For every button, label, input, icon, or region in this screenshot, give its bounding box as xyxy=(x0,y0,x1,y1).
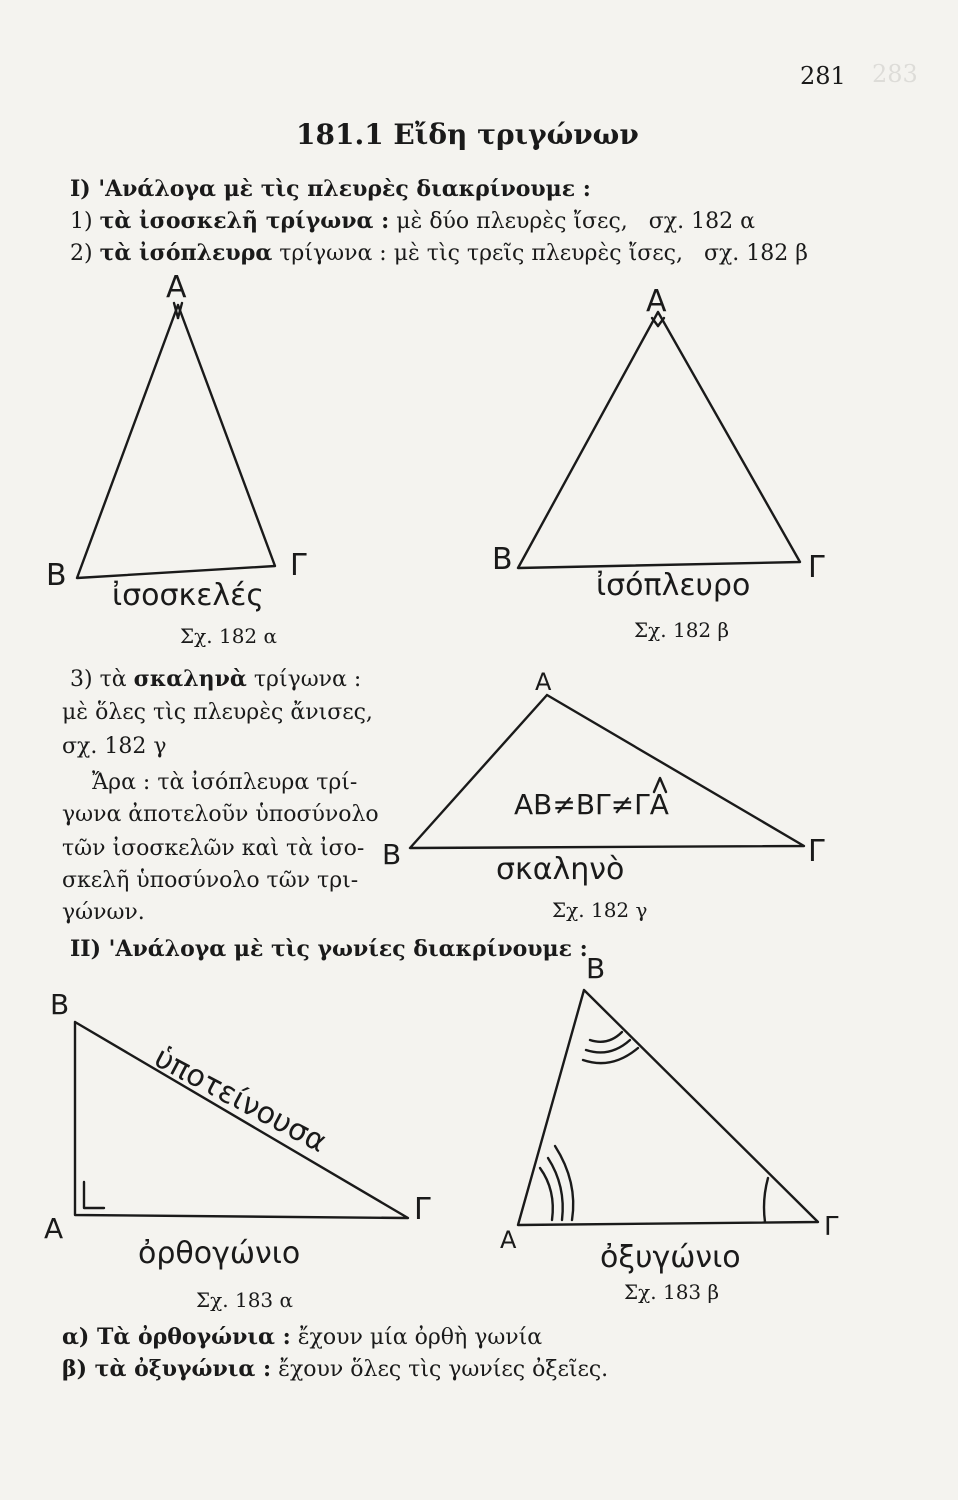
acute-vertex-a: A xyxy=(500,1226,517,1254)
angle-item-a xyxy=(62,1324,542,1350)
acute-label: ὀξυγώνιο xyxy=(600,1240,741,1275)
item3-line1: 3) τὰ σκαληνὰ τρίγωνα : xyxy=(70,666,362,692)
item1-desc: μὲ δύο πλευρὲς ἴσες, xyxy=(396,209,628,234)
item3-line2: μὲ ὅλες τὶς πλευρὲς ἄνισες, xyxy=(62,700,373,725)
right-vertex-b: B xyxy=(50,988,70,1021)
item3-line3: σχ. 182 γ xyxy=(62,734,167,759)
angle-arc-g xyxy=(764,1178,768,1222)
item1-ref: σχ. 182 α xyxy=(648,209,755,234)
scalene-caption: Σχ. 182 γ xyxy=(552,898,648,922)
section1-heading: Ι) 'Ανάλογα μὲ τὶς πλευρὲς διακρίνουμε : xyxy=(70,176,591,202)
item2-term: τὰ ἰσόπλευρα xyxy=(99,240,273,266)
item2-desc: τρίγωνα : μὲ τὶς τρεῖς πλευρὲς ἴσες, xyxy=(279,241,683,266)
isosceles-triangle xyxy=(77,305,275,578)
angle-arc-a xyxy=(540,1168,553,1220)
right-vertex-g: Γ xyxy=(414,1192,431,1227)
item2-num: 2) xyxy=(70,241,93,266)
conclusion-line5: γώνων. xyxy=(62,900,145,925)
acute-caption: Σχ. 183 β xyxy=(624,1280,720,1304)
equilateral-vertex-a: A xyxy=(646,284,667,319)
right-label: ὀρθογώνιο xyxy=(138,1236,301,1271)
section2-heading: ΙΙ) 'Ανάλογα μὲ τὶς γωνίες διακρίνουμε : xyxy=(70,936,588,962)
right-angle-mark xyxy=(84,1182,104,1208)
acute-vertex-b: B xyxy=(586,952,606,985)
right-caption: Σχ. 183 α xyxy=(196,1288,294,1312)
equilateral-triangle xyxy=(518,312,800,568)
acute-triangle xyxy=(518,990,818,1225)
angle-item-b-term: β) τὰ ὀξυγώνια : xyxy=(62,1356,272,1382)
scalene-vertex-g: Γ xyxy=(808,834,825,869)
equilateral-label: ἰσόπλευρο xyxy=(596,568,751,603)
page-number: 281 xyxy=(800,62,846,90)
item1-term: τὰ ἰσοσκελῆ τρίγωνα : xyxy=(99,208,390,234)
isosceles-caption: Σχ. 182 α xyxy=(180,624,278,648)
equilateral-vertex-g: Γ xyxy=(808,550,825,585)
angle-item-a-term: α) Τὰ ὀρθογώνια : xyxy=(62,1324,291,1350)
isosceles-vertex-g: Γ xyxy=(290,548,307,583)
conclusion-line1: Ἄρα : τὰ ἰσόπλευρα τρί- xyxy=(92,770,358,795)
scalene-vertex-a: A xyxy=(535,668,552,696)
hypotenuse-label: ὑποτείνουσα xyxy=(148,1040,333,1160)
angle-arc-b xyxy=(590,1032,622,1042)
equilateral-vertex-b: B xyxy=(492,542,513,577)
bleed-through-page-number: 283 xyxy=(872,60,918,88)
isosceles-vertex-a: A xyxy=(166,270,187,305)
page-title: 181.1 Εἴδη τριγώνων xyxy=(296,118,639,151)
angle-item-a-desc: ἔχουν μία ὀρθὴ γωνία xyxy=(297,1325,543,1350)
scalene-label: σκαληνὸ xyxy=(496,852,625,887)
angle-item-b-desc: ἔχουν ὅλες τὶς γωνίες ὀξεῖες. xyxy=(278,1357,609,1382)
acute-vertex-g: Γ xyxy=(824,1212,839,1242)
conclusion-line3: τῶν ἰσοσκελῶν καὶ τὰ ἰσο- xyxy=(62,836,365,861)
scalene-vertex-b: B xyxy=(382,838,402,871)
equilateral-caption: Σχ. 182 β xyxy=(634,618,730,642)
isosceles-label: ἰσοσκελές xyxy=(112,578,265,613)
conclusion-line4: σκελῆ ὑποσύνολο τῶν τρι- xyxy=(62,868,359,893)
isosceles-vertex-b: B xyxy=(46,558,67,593)
item1-num: 1) xyxy=(70,209,93,234)
scalene-triangle xyxy=(410,695,804,848)
angle-item-b xyxy=(62,1356,608,1382)
right-vertex-a: A xyxy=(44,1212,64,1245)
scalene-inner-text: AB≠BΓ≠ΓA xyxy=(514,788,669,821)
conclusion-line2: γωνα ἀποτελοῦν ὑποσύνολο xyxy=(62,802,379,827)
item2-ref: σχ. 182 β xyxy=(703,241,808,266)
